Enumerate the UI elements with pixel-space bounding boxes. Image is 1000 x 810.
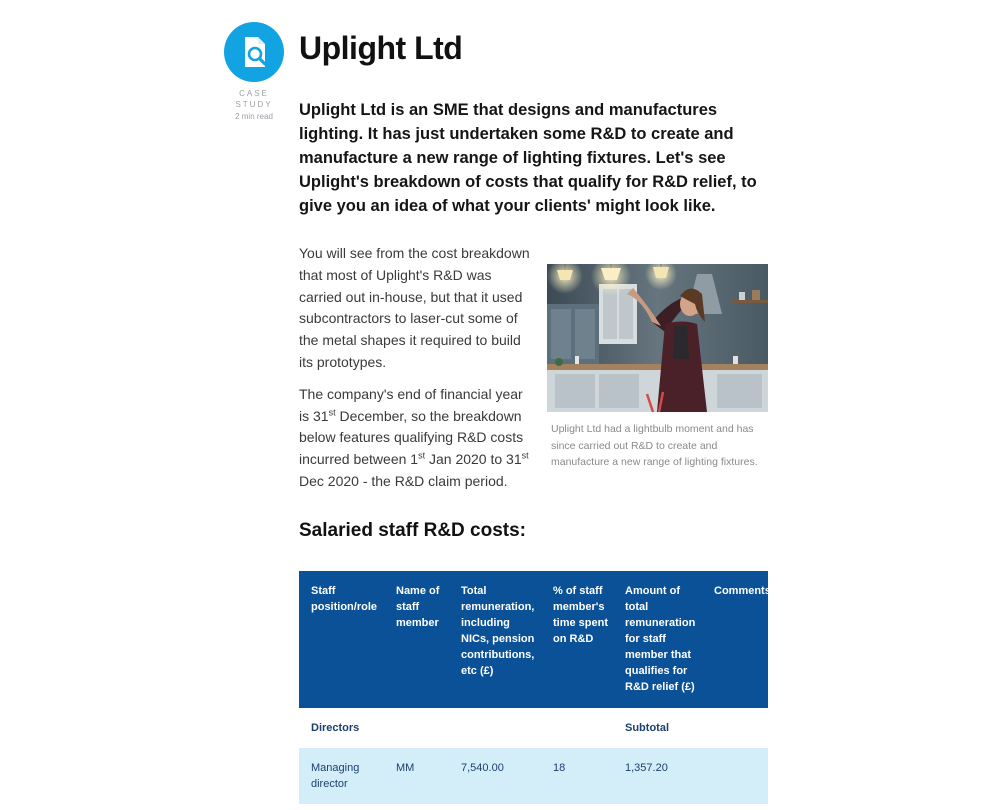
section-title: Salaried staff R&D costs: (299, 520, 527, 541)
page-title: Uplight Ltd (299, 30, 463, 66)
col-header-total: Total remuneration, including NICs, pension contributions, etc (£) (461, 585, 535, 677)
body-paragraph-2: The company's end of financial year is 31st December, so the breakdown below features qualifying R&D costs incurred between 1st Jan 2020 to 31st Dec 2020 - the R&D claim period. (299, 385, 529, 489)
col-header-name: Name of staff member (396, 585, 440, 629)
col-header-role: Staff position/role (311, 585, 377, 613)
col-header-amount: Amount of total remuneration for staff member that qualifies for R&D relief (£) (625, 585, 696, 693)
photo-caption: Uplight Ltd had a lightbulb moment and has since carried out R&D to create and manufacture a new range of lighting fixtures. (551, 423, 758, 468)
table-row (299, 748, 768, 804)
cell-percent: 18 (553, 762, 566, 774)
col-header-comments: Comments (714, 585, 771, 597)
case-study-photo (547, 264, 768, 412)
table-group-row (299, 708, 768, 748)
case-study-badge (224, 22, 284, 82)
document-search-icon (224, 22, 284, 82)
col-header-percent: % of staff member's time spent on R&D (553, 585, 609, 645)
kitchen-photo-illustration (547, 264, 768, 412)
group-label: Directors (311, 722, 360, 734)
group-subtotal: Subtotal (625, 722, 669, 734)
body-text (299, 243, 531, 493)
cell-name: MM (396, 762, 415, 774)
badge-label: CASE STUDY (235, 89, 273, 109)
read-time: 2 min read (235, 112, 273, 121)
intro-paragraph: Uplight Ltd is an SME that designs and manufactures lighting. It has just undertaken some R&D to create and manufacture a new range of lighting fixtures. Let's see Uplight's breakdown of costs that qualify for R&D relief, to give you an idea of what your clients' might look like. (299, 101, 757, 215)
body-paragraph-1: You will see from the cost breakdown that most of Uplight's R&D was carried out in-house, but that it used subcontractors to laser-cut some of the metal shapes it required to build its prototypes. (299, 245, 530, 370)
staff-costs-table (299, 571, 771, 804)
cell-amount: 1,357.20 (625, 762, 668, 774)
cell-role: Managing director (311, 762, 360, 790)
table-header (299, 571, 771, 708)
cell-total: 7,540.00 (461, 762, 504, 774)
